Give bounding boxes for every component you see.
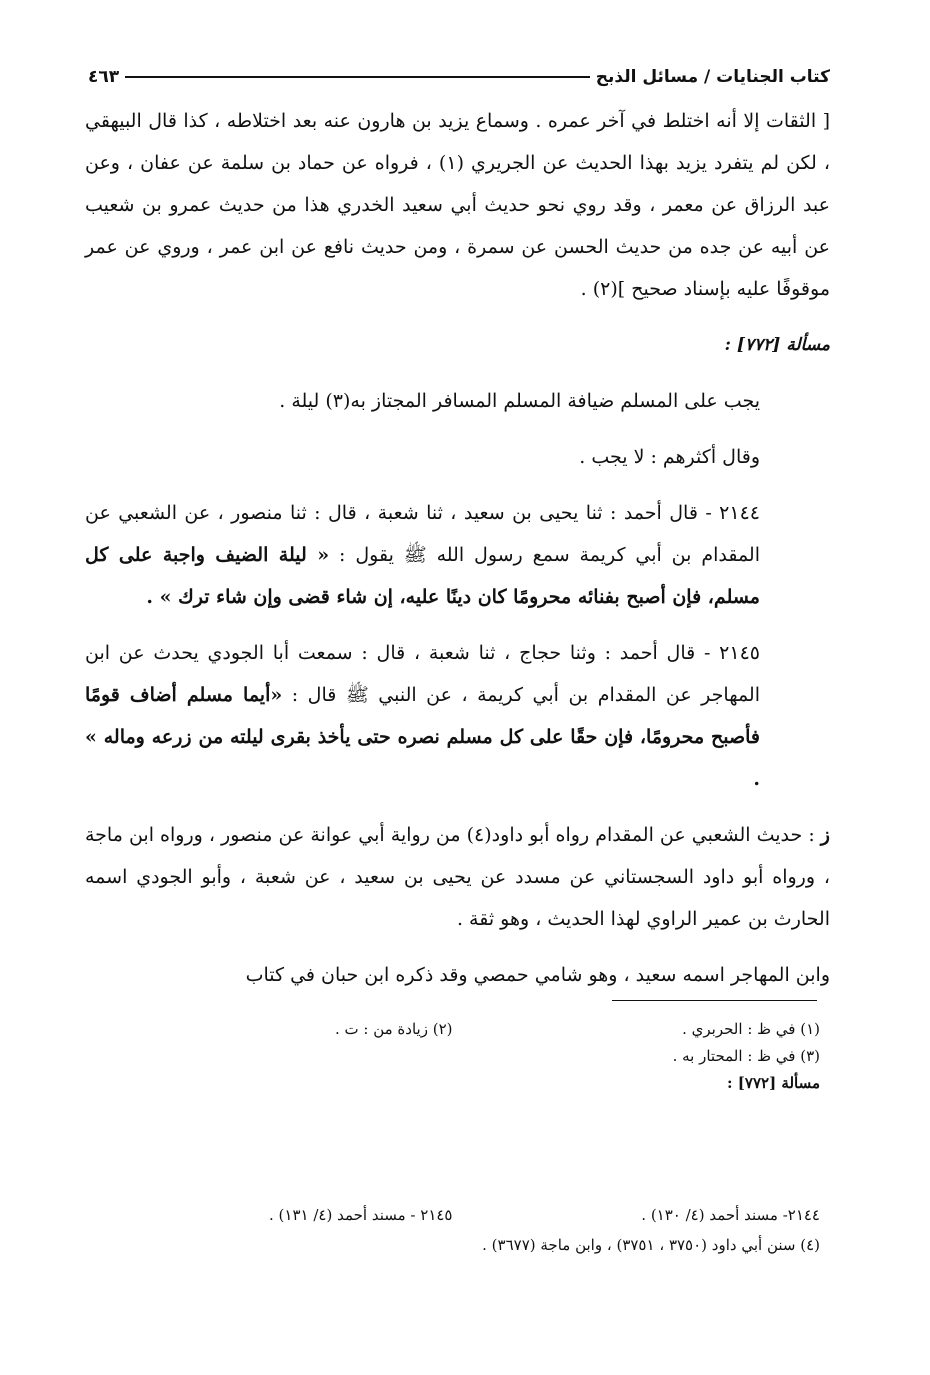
footnotes <box>85 1016 820 1097</box>
footnote-2: (٢) زيادة من : ت . <box>334 1020 453 1038</box>
source-references <box>85 1200 820 1260</box>
hadith-2144 <box>85 492 830 618</box>
paragraph-ruling: يجب على المسلم ضيافة المسلم المسافر المجتاز به(٣) ليلة . <box>279 390 760 412</box>
hadith-2144-text: « ليلة الضيف واجبة على كل مسلم، فإن أصبح بفنائه محرومًا كان دينًا عليه، إن شاء قضى وإن شاء ترك » . <box>85 544 760 608</box>
commentary-paragraph <box>85 814 830 940</box>
running-header <box>88 62 830 92</box>
main-text <box>85 100 830 996</box>
source-2145: ٢١٤٥ - مسند أحمد (٤/ ١٣١) . <box>269 1206 453 1224</box>
hadith-2145-chain: ٢١٤٥ - قال أحمد : وثنا حجاج ، ثنا شعبة ، قال : سمعت أبا الجودي يحدث عن ابن المهاجر عن المقدام بن أبي كريمة ، عن النبي ﷺ قال : <box>85 642 761 706</box>
header-title: كتاب الجنايات / مسائل الذبح <box>595 67 830 87</box>
paragraph-quote-continuation: [ الثقات إلا أنه اختلط في آخر عمره . وسماع يزيد بن هارون عنه بعد اختلاطه ، كذا قال البيهقي ، لكن لم يتفرد يزيد بهذا الحديث عن الجريري (١) ، فرواه عن حماد بن سلمة عن عفان ، وعن عبد الرزاق عن معمر ، وقد روي نحو حديث أبي سعيد الخدري هذا من حديث عمرو بن شعيب عن أبيه عن جده من حديث الحسن عن سمرة ، ومن حديث نافع عن ابن عمر ، وروي عن عمر موقوفًا عليه بإسناد صحيح ](٢) . <box>85 110 830 300</box>
hadith-2145-text: «أيما مسلم أضاف قومًا فأصبح محرومًا، فإن حقًا على كل مسلم نصره حتى يأخذ بقرى ليلته من زرعه وماله » . <box>85 684 760 790</box>
footnote-1: (١) في ظ : الحربري . <box>682 1020 820 1038</box>
footnote-rule <box>612 1000 817 1001</box>
source-4: (٤) سنن أبي داود (٣٧٥٠ ، ٣٧٥١) ، وابن ماجة (٣٦٧٧) . <box>482 1236 820 1254</box>
commentary-marker: ز <box>820 824 830 846</box>
hadith-2144-chain: ٢١٤٤ - قال أحمد : ثنا يحيى بن سعيد ، ثنا شعبة ، قال : ثنا منصور ، عن الشعبي عن المقدام بن أبي كريمة سمع رسول الله ﷺ يقول : <box>85 502 760 566</box>
paragraph-ibn-muhajir: وابن المهاجر اسمه سعيد ، وهو شامي حمصي وقد ذكره ابن حبان في كتاب <box>245 964 830 986</box>
footnote-3: (٣) في ظ : المحتار به . <box>672 1047 820 1065</box>
masala-heading: مسألة [٧٧٢] : <box>724 335 830 355</box>
page-number: ٤٦٣ <box>88 67 120 87</box>
hadith-2145 <box>85 632 830 800</box>
header-rule <box>125 76 590 78</box>
source-2144: ٢١٤٤- مسند أحمد (٤/ ١٣٠) . <box>641 1206 820 1224</box>
commentary-text: : حديث الشعبي عن المقدام رواه أبو داود(٤) من رواية أبي عوانة عن منصور ، ورواه ابن ماجة ، ورواه أبو داود السجستاني عن مسدد عن يحيى بن سعيد ، عن شعبة ، وأبو الجودي اسمه الحارث بن عمير الراوي لهذا الحديث ، وهو ثقة . <box>85 824 830 930</box>
paragraph-majority-view: وقال أكثرهم : لا يجب . <box>579 446 760 468</box>
footnote-masala: مسألة [٧٧٢] : <box>727 1074 820 1092</box>
